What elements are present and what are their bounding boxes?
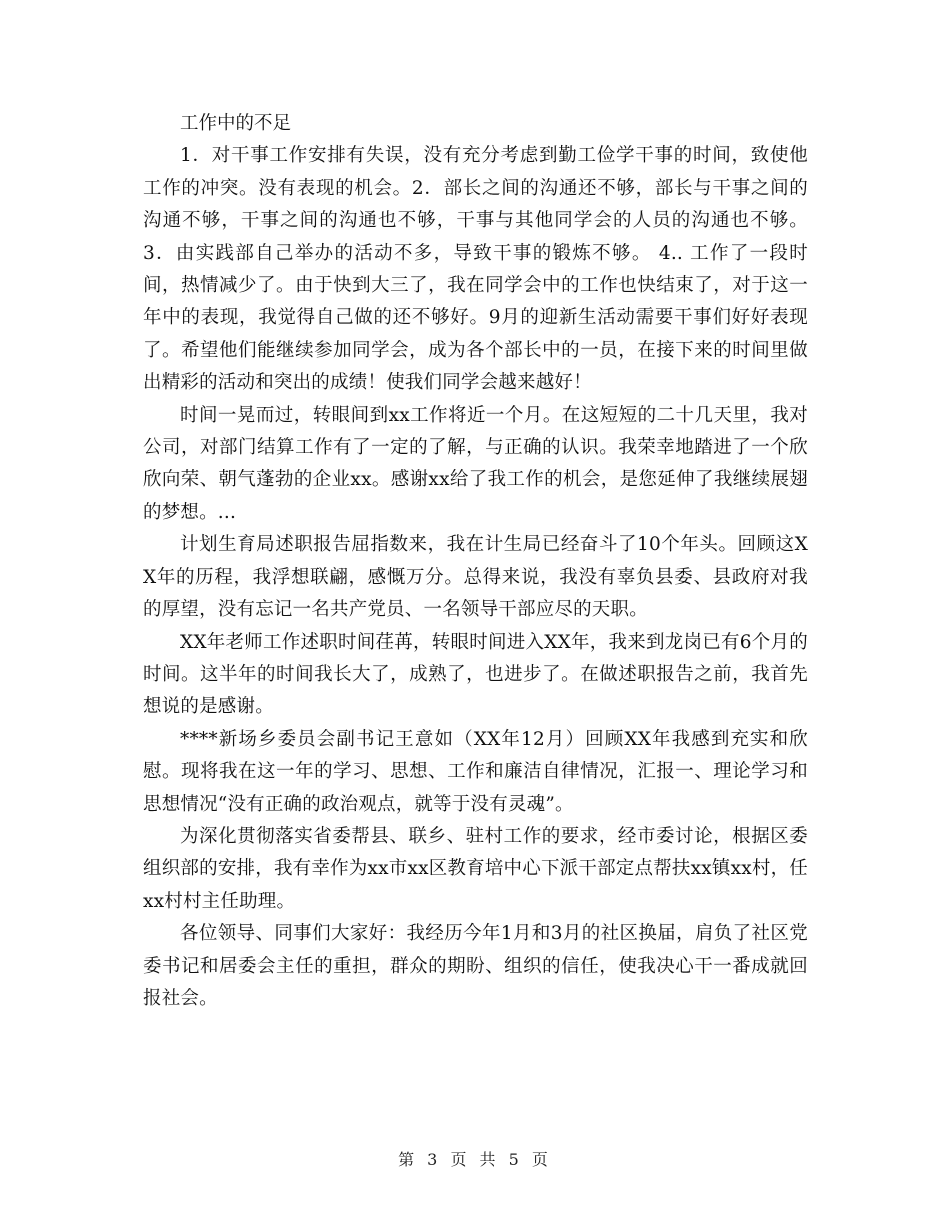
page-number-footer: 第 3 页 共 5 页 [398, 1150, 552, 1169]
paragraph-new-job: 时间一晃而过，转眼间到xx工作将近一个月。在这短短的二十几天里，我对公司，对部门结算工作有了一定的了解，与正确的认识。我荣幸地踏进了一个欣欣向荣、朝气蓬勃的企业xx。感谢xx给了我工作的机会，是您延伸了我继续展翅的梦想。... [143, 404, 808, 523]
paragraph-teacher-report: XX年老师工作述职时间荏苒，转眼时间进入XX年，我来到龙岗已有6个月的时间。这半年的时间我长大了，成熟了，也进步了。在做述职报告之前，我首先想说的是感谢。 [143, 631, 808, 718]
paragraph-family-planning-report: 计划生育局述职报告屈指数来，我在计生局已经奋斗了10个年头。回顾这XX年的历程，我浮想联翩，感慨万分。总得来说，我没有辜负县委、县政府对我的厚望，没有忘记一名共产党员、一名领导干部应尽的天职。 [143, 534, 808, 621]
paragraph-township-report: ****新场乡委员会副书记王意如（XX年12月）回顾XX年我感到充实和欣慰。现将我在这一年的学习、思想、工作和廉洁自律情况，汇报一、理论学习和思想情况“没有正确的政治观点，就等于没有灵魂”。 [143, 728, 808, 815]
section-heading: 工作中的不足 [180, 113, 292, 134]
paragraph-community-election: 各位领导、同事们大家好：我经历今年1月和3月的社区换届，肩负了社区党委书记和居委会主任的重担，群众的期盼、组织的信任，使我决心干一番成就回报社会。 [143, 923, 808, 1009]
document-body [143, 108, 808, 1015]
paragraph-village-assistance: 为深化贯彻落实省委帮县、联乡、驻村工作的要求，经市委讨论，根据区委组织部的安排，我有幸作为xx市xx区教育培中心下派干部定点帮扶xx镇xx村，任xx村村主任助理。 [143, 825, 808, 912]
paragraph-shortcomings: 1．对干事工作安排有失误，没有充分考虑到勤工俭学干事的时间，致使他工作的冲突。没有表现的机会。2．部长之间的沟通还不够，部长与干事之间的沟通不够，干事之间的沟通也不够，干事与其他同学会的人员的沟通也不够。3．由实践部自己举办的活动不多，导致干事的锻炼不够。 4.. 工作了一段时间，热情减少了。由于快到大三了，我在同学会中的工作也快结束了，对于这一年中的表现，我觉得自己做的还不够好。9月的迎新生活动需要干事们好好表现了。希望他们能继续参加同学会，成为各个部长中的一员，在接下来的时间里做出精彩的活动和突出的成绩！使我们同学会越来越好！ [143, 145, 808, 394]
